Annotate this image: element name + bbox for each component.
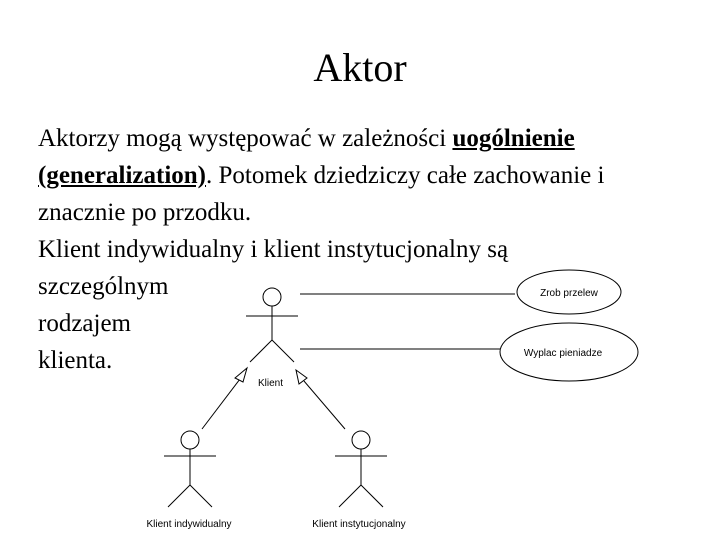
generalization-left <box>202 379 240 429</box>
actor-label-klient-instytucjonalny: Klient instytucjonalny <box>312 519 406 530</box>
actor-label-klient-indywidualny: Klient indywidualny <box>146 519 232 530</box>
actor-klient-indywidualny[interactable] <box>164 431 216 507</box>
generalization-arrowhead-left <box>235 368 247 382</box>
actor-klient[interactable] <box>246 288 298 362</box>
link-generalization[interactable]: (generalization) <box>38 162 207 189</box>
paragraph-clients-line1: Klient indywidualny i klient instytucjonalny są <box>38 236 509 263</box>
slide-title: Aktor <box>313 45 407 90</box>
use-case-label-wyplac-pieniadze: Wyplac pieniadze <box>523 348 603 359</box>
paragraph-prefix: Aktorzy mogą występować w zależności <box>38 125 453 152</box>
paragraph-suffix: . Potomek dziedziczy całe zachowanie i znacznie po przodku. <box>38 162 605 226</box>
paragraph-clients-line4: klienta. <box>38 347 113 374</box>
use-case-label-zrob-przelew: Zrob przelew <box>540 288 598 299</box>
actor-klient-instytucjonalny[interactable] <box>335 431 387 507</box>
paragraph-clients-line2: szczególnym <box>38 273 169 300</box>
paragraph-clients-line3: rodzajem <box>38 310 132 337</box>
actor-label-klient: Klient <box>258 378 284 389</box>
generalization-right <box>304 381 345 429</box>
link-uogolnienie[interactable]: uogólnienie <box>452 125 575 152</box>
